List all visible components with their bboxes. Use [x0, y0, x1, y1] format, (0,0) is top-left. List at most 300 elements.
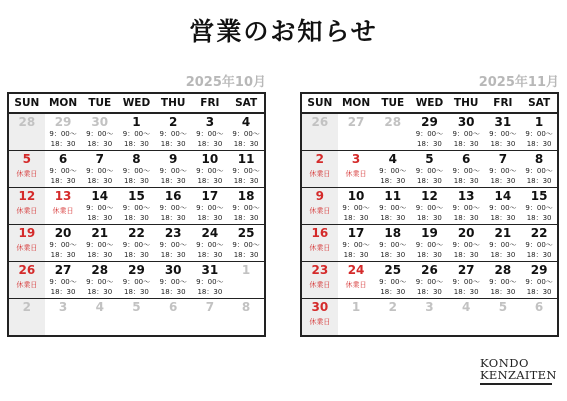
day-cell — [338, 151, 375, 188]
calendar-november — [300, 73, 559, 337]
day-number: 19 — [421, 226, 438, 240]
day-cell — [374, 262, 411, 299]
day-cell — [374, 225, 411, 262]
day-number: 27 — [54, 263, 72, 277]
day-cell — [81, 299, 118, 337]
holiday-label: 休業日 — [16, 281, 38, 289]
day-number: 5 — [22, 152, 32, 166]
day-cell — [448, 225, 485, 262]
weekday-header-mon: MON — [338, 93, 375, 113]
opening-time: 9：00～ — [525, 278, 553, 286]
day-number: 8 — [132, 152, 141, 166]
closing-time: 18：30 — [197, 177, 223, 185]
day-number: 3 — [205, 115, 215, 129]
day-number: 29 — [54, 115, 72, 129]
day-cell — [374, 151, 411, 188]
week-row — [8, 188, 265, 225]
day-cell — [411, 113, 448, 151]
day-number: 26 — [421, 263, 438, 277]
week-row — [301, 225, 558, 262]
day-cell — [448, 188, 485, 225]
opening-time: 9：00～ — [159, 278, 187, 286]
day-number: 6 — [168, 300, 178, 314]
week-row — [301, 113, 558, 151]
day-cell — [118, 262, 155, 299]
day-number: 6 — [534, 300, 544, 314]
opening-time: 9：00～ — [86, 130, 114, 138]
calendar-grid — [300, 92, 559, 337]
holiday-label: 休業日 — [309, 170, 331, 178]
day-cell — [448, 262, 485, 299]
day-cell — [8, 262, 45, 299]
day-cell — [338, 113, 375, 151]
day-cell — [301, 262, 338, 299]
closing-time: 18：30 — [87, 214, 113, 222]
opening-time: 9：00～ — [342, 204, 370, 212]
day-cell — [228, 151, 265, 188]
weekday-header-row — [301, 93, 558, 113]
opening-time: 9：00～ — [415, 278, 444, 286]
day-number: 21 — [494, 226, 512, 240]
weekday-header-fri: FRI — [485, 93, 522, 113]
day-number: 4 — [388, 152, 397, 166]
day-number: 9 — [315, 189, 325, 203]
calendar-body — [301, 113, 558, 336]
day-cell — [448, 299, 485, 337]
day-number: 3 — [58, 300, 68, 314]
day-number: 1 — [534, 115, 544, 129]
day-cell — [301, 225, 338, 262]
opening-time: 9：00～ — [452, 130, 480, 138]
closing-time: 18：30 — [417, 214, 442, 222]
closing-time: 18：30 — [453, 177, 479, 185]
closing-time: 18：30 — [50, 251, 76, 259]
closing-time: 18：30 — [490, 214, 516, 222]
day-number: 29 — [128, 263, 145, 277]
opening-time: 9：00～ — [415, 204, 444, 212]
weekday-header-wed: WED — [118, 93, 155, 113]
closing-time: 18：30 — [417, 140, 442, 148]
day-number: 11 — [237, 152, 255, 166]
day-number: 26 — [18, 263, 36, 277]
day-cell — [301, 151, 338, 188]
day-number: 7 — [95, 152, 104, 166]
day-number: 11 — [384, 189, 402, 203]
holiday-label: 休業日 — [16, 207, 38, 215]
opening-time: 9：00～ — [415, 241, 444, 249]
logo-line1: KONDO — [480, 356, 529, 370]
closing-time: 18：30 — [124, 288, 149, 296]
day-number: 17 — [201, 189, 219, 203]
opening-time: 9：00～ — [159, 204, 187, 212]
day-number: 5 — [425, 152, 434, 166]
closing-time: 18：30 — [87, 251, 113, 259]
opening-time: 9：00～ — [489, 241, 517, 249]
day-number: 3 — [425, 300, 434, 314]
day-number: 8 — [534, 152, 544, 166]
day-cell — [192, 262, 229, 299]
day-number: 5 — [498, 300, 508, 314]
holiday-label: 休業日 — [309, 281, 331, 289]
day-cell — [228, 188, 265, 225]
closing-time: 18：30 — [417, 288, 442, 296]
day-number: 9 — [168, 152, 178, 166]
day-cell — [485, 262, 522, 299]
opening-time: 9：00～ — [452, 278, 480, 286]
closing-time: 18：30 — [160, 140, 186, 148]
day-cell — [192, 113, 229, 151]
week-row — [8, 262, 265, 299]
day-cell — [228, 262, 265, 299]
closing-time: 18：30 — [197, 214, 223, 222]
weekday-header-thu: THU — [155, 93, 192, 113]
closing-time: 18：30 — [87, 140, 113, 148]
closing-time: 18：30 — [380, 288, 406, 296]
closing-time: 18：30 — [124, 251, 149, 259]
day-number: 28 — [91, 263, 109, 277]
day-number: 17 — [347, 226, 365, 240]
day-cell — [192, 151, 229, 188]
day-cell — [485, 151, 522, 188]
holiday-label: 休業日 — [345, 170, 367, 178]
day-number: 7 — [498, 152, 508, 166]
day-cell — [411, 299, 448, 337]
week-row — [301, 151, 558, 188]
day-cell — [374, 299, 411, 337]
closing-time: 18：30 — [526, 140, 552, 148]
opening-time: 9：00～ — [122, 278, 151, 286]
day-cell — [411, 188, 448, 225]
weekday-header-thu: THU — [448, 93, 485, 113]
opening-time: 9：00～ — [232, 167, 260, 175]
closing-time: 18：30 — [417, 251, 442, 259]
day-cell — [155, 113, 192, 151]
closing-time: 18：30 — [160, 177, 186, 185]
closing-time: 18：30 — [343, 214, 369, 222]
day-cell — [192, 225, 229, 262]
opening-time: 9：00～ — [159, 241, 187, 249]
day-cell — [8, 113, 45, 151]
closing-time: 18：30 — [526, 251, 552, 259]
day-number: 2 — [22, 300, 32, 314]
closing-time: 18：30 — [526, 288, 552, 296]
holiday-label: 休業日 — [309, 318, 331, 326]
day-cell — [374, 113, 411, 151]
month-label: 2025年10月 — [185, 75, 266, 90]
opening-time: 9：00～ — [122, 204, 151, 212]
day-cell — [338, 262, 375, 299]
day-number: 30 — [91, 115, 109, 129]
closing-time: 18：30 — [160, 251, 186, 259]
closing-time: 18：30 — [453, 214, 479, 222]
day-number: 26 — [311, 115, 329, 129]
day-cell — [155, 188, 192, 225]
opening-time: 9：00～ — [525, 241, 553, 249]
opening-time: 9：00～ — [379, 204, 407, 212]
day-cell — [45, 299, 82, 337]
closing-time: 18：30 — [233, 140, 259, 148]
closing-time: 18：30 — [490, 251, 516, 259]
calendar-body — [8, 113, 265, 336]
closing-time: 18：30 — [124, 214, 149, 222]
day-cell — [228, 225, 265, 262]
opening-time: 9：00～ — [159, 167, 187, 175]
day-number: 12 — [421, 189, 438, 203]
closing-time: 18：30 — [526, 177, 552, 185]
holiday-label: 休業日 — [309, 244, 331, 252]
closing-time: 18：30 — [197, 288, 223, 296]
day-cell — [81, 188, 118, 225]
day-number: 6 — [58, 152, 68, 166]
closing-time: 18：30 — [87, 288, 113, 296]
day-cell — [45, 262, 82, 299]
opening-time: 9：00～ — [49, 241, 77, 249]
day-cell — [81, 262, 118, 299]
day-cell — [301, 113, 338, 151]
day-number: 4 — [241, 115, 251, 129]
closing-time: 18：30 — [87, 177, 113, 185]
day-cell — [521, 262, 558, 299]
closing-time: 18：30 — [490, 140, 516, 148]
day-number: 15 — [530, 189, 548, 203]
opening-time: 9：00～ — [232, 204, 260, 212]
day-cell — [228, 299, 265, 337]
closing-time: 18：30 — [417, 177, 442, 185]
opening-time: 9：00～ — [452, 241, 480, 249]
opening-time: 9：00～ — [415, 167, 444, 175]
day-cell — [411, 262, 448, 299]
day-cell — [118, 113, 155, 151]
day-number: 21 — [91, 226, 109, 240]
day-number: 8 — [241, 300, 251, 314]
day-number: 10 — [201, 152, 219, 166]
holiday-label: 休業日 — [309, 207, 331, 215]
day-cell — [338, 225, 375, 262]
day-number: 20 — [457, 226, 475, 240]
day-cell — [301, 188, 338, 225]
day-number: 23 — [311, 263, 329, 277]
week-row — [8, 299, 265, 337]
week-row — [301, 262, 558, 299]
opening-time: 9：00～ — [525, 167, 553, 175]
weekday-header-sat: SAT — [521, 93, 558, 113]
closing-time: 18：30 — [124, 140, 149, 148]
day-number: 7 — [205, 300, 215, 314]
day-cell — [521, 151, 558, 188]
week-row — [8, 113, 265, 151]
closing-time: 18：30 — [453, 288, 479, 296]
week-row — [301, 299, 558, 337]
opening-time: 9：00～ — [122, 241, 151, 249]
day-cell — [155, 299, 192, 337]
closing-time: 18：30 — [233, 214, 259, 222]
weekday-header-tue: TUE — [374, 93, 411, 113]
closing-time: 18：30 — [343, 251, 369, 259]
calendar-grid — [7, 92, 266, 337]
day-cell — [118, 151, 155, 188]
holiday-label: 休業日 — [16, 244, 38, 252]
day-number: 25 — [384, 263, 402, 277]
day-cell — [448, 113, 485, 151]
opening-time: 9：00～ — [489, 278, 517, 286]
day-number: 28 — [494, 263, 512, 277]
opening-time: 9：00～ — [86, 241, 114, 249]
opening-time: 9：00～ — [489, 130, 517, 138]
day-cell — [521, 188, 558, 225]
opening-time: 9：00～ — [232, 130, 260, 138]
day-cell — [338, 188, 375, 225]
weekday-header-wed: WED — [411, 93, 448, 113]
day-number: 25 — [237, 226, 255, 240]
day-cell — [81, 225, 118, 262]
opening-time: 9：00～ — [49, 130, 77, 138]
opening-time: 9：00～ — [232, 241, 260, 249]
holiday-label: 休業日 — [52, 207, 74, 215]
opening-time: 9：00～ — [196, 241, 224, 249]
day-cell — [301, 299, 338, 337]
day-number: 4 — [461, 300, 471, 314]
day-number: 16 — [164, 189, 182, 203]
day-number: 22 — [128, 226, 145, 240]
opening-time: 9：00～ — [342, 241, 370, 249]
day-number: 19 — [18, 226, 36, 240]
day-cell — [374, 188, 411, 225]
closing-time: 18：30 — [50, 288, 76, 296]
weekday-header-mon: MON — [45, 93, 82, 113]
day-cell — [228, 113, 265, 151]
opening-time: 9：00～ — [196, 204, 224, 212]
closing-time: 18：30 — [380, 214, 406, 222]
day-number: 20 — [54, 226, 72, 240]
closing-time: 18：30 — [160, 288, 186, 296]
day-cell — [118, 188, 155, 225]
day-cell — [155, 262, 192, 299]
day-cell — [192, 299, 229, 337]
opening-time: 9：00～ — [415, 130, 444, 138]
day-number: 12 — [18, 189, 36, 203]
closing-time: 18：30 — [197, 251, 223, 259]
closing-time: 18：30 — [490, 177, 516, 185]
day-cell — [338, 299, 375, 337]
day-cell — [485, 299, 522, 337]
day-cell — [485, 188, 522, 225]
opening-time: 9：00～ — [452, 167, 480, 175]
day-cell — [118, 225, 155, 262]
opening-time: 9：00～ — [489, 167, 517, 175]
weekday-header-sun: SUN — [8, 93, 45, 113]
opening-time: 9：00～ — [86, 167, 114, 175]
day-number: 29 — [421, 115, 438, 129]
day-number: 30 — [164, 263, 182, 277]
day-number: 4 — [95, 300, 104, 314]
day-number: 1 — [351, 300, 361, 314]
day-number: 30 — [311, 300, 329, 314]
opening-time: 9：00～ — [196, 278, 224, 286]
opening-time: 9：00～ — [452, 204, 480, 212]
day-number: 2 — [388, 300, 397, 314]
day-cell — [45, 188, 82, 225]
day-number: 1 — [241, 263, 251, 277]
opening-time: 9：00～ — [49, 167, 77, 175]
day-cell — [192, 188, 229, 225]
closing-time: 18：30 — [160, 214, 186, 222]
day-cell — [155, 151, 192, 188]
weekday-header-tue: TUE — [81, 93, 118, 113]
opening-time: 9：00～ — [379, 167, 407, 175]
closing-time: 18：30 — [233, 251, 259, 259]
week-row — [8, 151, 265, 188]
day-cell — [8, 299, 45, 337]
day-number: 31 — [201, 263, 219, 277]
closing-time: 18：30 — [50, 140, 76, 148]
day-number: 3 — [351, 152, 361, 166]
closing-time: 18：30 — [380, 251, 406, 259]
day-number: 24 — [347, 263, 365, 277]
closing-time: 18：30 — [197, 140, 223, 148]
day-cell — [485, 113, 522, 151]
day-number: 14 — [494, 189, 512, 203]
day-cell — [521, 225, 558, 262]
day-cell — [485, 225, 522, 262]
logo-underline — [480, 383, 552, 385]
day-number: 15 — [128, 189, 145, 203]
opening-time: 9：00～ — [122, 130, 151, 138]
day-number: 22 — [530, 226, 548, 240]
day-number: 13 — [457, 189, 475, 203]
day-number: 6 — [461, 152, 471, 166]
opening-time: 9：00～ — [525, 130, 553, 138]
day-cell — [81, 113, 118, 151]
opening-time: 9：00～ — [379, 241, 407, 249]
day-cell — [521, 113, 558, 151]
weekday-header-row — [8, 93, 265, 113]
day-number: 2 — [168, 115, 178, 129]
day-number: 13 — [54, 189, 72, 203]
opening-time: 9：00～ — [196, 167, 224, 175]
weekday-header-sat: SAT — [228, 93, 265, 113]
closing-time: 18：30 — [453, 140, 479, 148]
closing-time: 18：30 — [526, 214, 552, 222]
day-cell — [45, 225, 82, 262]
closing-time: 18：30 — [124, 177, 149, 185]
day-number: 30 — [457, 115, 475, 129]
weekday-header-sun: SUN — [301, 93, 338, 113]
opening-time: 9：00～ — [159, 130, 187, 138]
weekday-header-fri: FRI — [192, 93, 229, 113]
month-label: 2025年11月 — [478, 75, 559, 90]
day-cell — [8, 188, 45, 225]
logo-line2: KENZAITEN — [480, 368, 557, 382]
day-cell — [411, 151, 448, 188]
day-number: 23 — [164, 226, 182, 240]
closing-time: 18：30 — [453, 251, 479, 259]
day-cell — [521, 299, 558, 337]
closing-time: 18：30 — [380, 177, 406, 185]
day-number: 1 — [132, 115, 141, 129]
day-number: 18 — [384, 226, 402, 240]
day-number: 18 — [237, 189, 255, 203]
day-number: 31 — [494, 115, 512, 129]
week-row — [301, 188, 558, 225]
opening-time: 9：00～ — [86, 278, 114, 286]
day-cell — [45, 151, 82, 188]
closing-time: 18：30 — [50, 177, 76, 185]
day-number: 5 — [132, 300, 141, 314]
day-number: 27 — [347, 115, 365, 129]
page-title: 営業のお知らせ — [189, 17, 378, 46]
day-cell — [8, 151, 45, 188]
week-row — [8, 225, 265, 262]
